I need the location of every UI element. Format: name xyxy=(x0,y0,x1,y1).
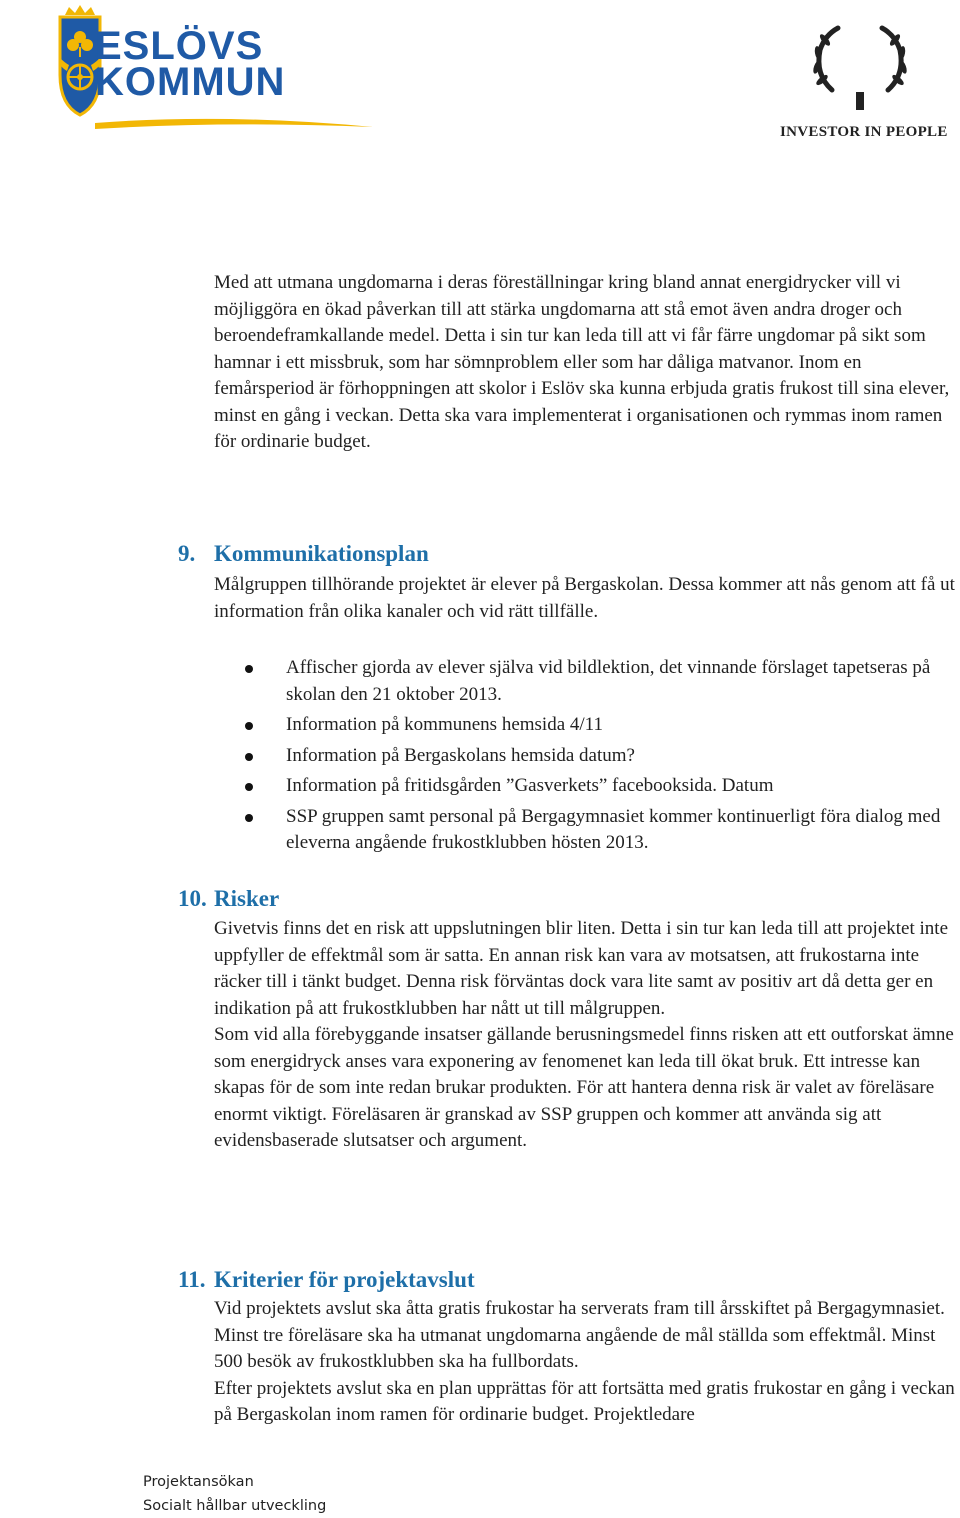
page-footer xyxy=(143,1470,326,1518)
section-number: 11. xyxy=(178,1267,206,1292)
section-heading-kommunikationsplan xyxy=(178,540,429,568)
section-title: Kommunikationsplan xyxy=(214,541,429,566)
kriterier-text-2: Efter projektets avslut ska en plan upprättas för att fortsätta med gratis frukostar en gång i veckan på Bergaskolan inom ramen för ordinarie budget. Projektledare xyxy=(214,1377,955,1425)
section-number: 10. xyxy=(178,886,207,911)
kriterier-paragraphs xyxy=(214,1296,959,1429)
list-item: Information på Bergaskolans hemsida datum? xyxy=(245,743,960,770)
municipality-name xyxy=(95,24,286,104)
footer-line-1: Projektansökan xyxy=(143,1474,254,1490)
section-title: Kriterier för projektavslut xyxy=(214,1267,475,1292)
section-title: Risker xyxy=(214,886,280,911)
risker-text-1: Givetvis finns det en risk att uppslutningen blir liten. Detta i sin tur kan leda till att projektet inte uppfyller de effektmål som är satta. En annan risk kan vara av motsatsen, att frukostarna inte räcker till i tänkt budget. Denna risk förväntas dock vara lite samt av positiv art då detta ger en indikation på att frukostklubben har nått ut till målgruppen. xyxy=(214,918,948,1019)
section-heading-kriterier xyxy=(178,1266,475,1294)
risker-paragraphs xyxy=(214,916,959,1155)
kommunikation-paragraph xyxy=(214,572,959,625)
municipality-name-line2: KOMMUN xyxy=(95,60,286,104)
intro-paragraph xyxy=(214,270,959,456)
intro-text: Med att utmana ungdomarna i deras föreställningar kring bland annat energidrycker vill vi möjliggöra en ökad påverkan till att stärka ungdomarna att stå emot även andra droger och beroendeframkallande medel. Detta i sin tur kan leda till att vi får färre ungdomar på sikt som hamnar i ett missbruk, som har sömnproblem eller som har dåliga matvanor. Inom en femårsperiod är förhoppningen att skolor i Eslöv ska kunna erbjuda gratis frukost till sina elever, minst en gång i veckan. Detta ska vara implementerat i organisationen och rymmas inom ramen för ordinarie budget. xyxy=(214,272,950,452)
list-item: Information på fritidsgården ”Gasverkets” facebooksida. Datum xyxy=(245,773,960,800)
partner-logo-text: INVESTOR IN PEOPLE xyxy=(780,124,948,140)
footer-line-2: Socialt hållbar utveckling xyxy=(143,1498,327,1514)
section-number: 9. xyxy=(178,541,196,566)
municipality-name-line1: ESLÖVS xyxy=(95,24,264,68)
risker-text-2: Som vid alla förebyggande insatser gällande berusningsmedel finns risken att ett outforskat ämne som energidryck anses vara exponering av fenomenet kan leda till ökat bruk. Ett intresse kan skapas för de som inte redan brukar produkten. För att hantera denna risk är valet av föreläsare enormt viktigt. Föreläsaren är granskad av SSP gruppen och kommer att använda sig att evidensbaserade slutsatser och argument. xyxy=(214,1024,954,1151)
kriterier-text-1: Vid projektets avslut ska åtta gratis frukostar ha serverats fram till årsskiftet på Bergagymnasiet. Minst tre föreläsare ska ha utmanat ungdomarna angående de mål ställda som effektmål. Minst 500 besök av frukostklubben ska ha fullbordats. xyxy=(214,1298,945,1372)
list-item: Information på kommunens hemsida 4/11 xyxy=(245,712,960,739)
list-item: Affischer gjorda av elever själva vid bildlektion, det vinnande förslaget tapetseras på skolan den 21 oktober 2013. xyxy=(245,655,960,708)
kommunikation-bullet-list xyxy=(245,655,960,861)
section-heading-risker xyxy=(178,885,279,913)
list-item: SSP gruppen samt personal på Bergagymnasiet kommer kontinuerligt föra dialog med eleverna angående frukostklubben hösten 2013. xyxy=(245,804,960,857)
kommunikation-text: Målgruppen tillhörande projektet är elever på Bergaskolan. Dessa kommer att nås genom att få ut information från olika kanaler och vid rätt tillfälle. xyxy=(214,574,955,622)
